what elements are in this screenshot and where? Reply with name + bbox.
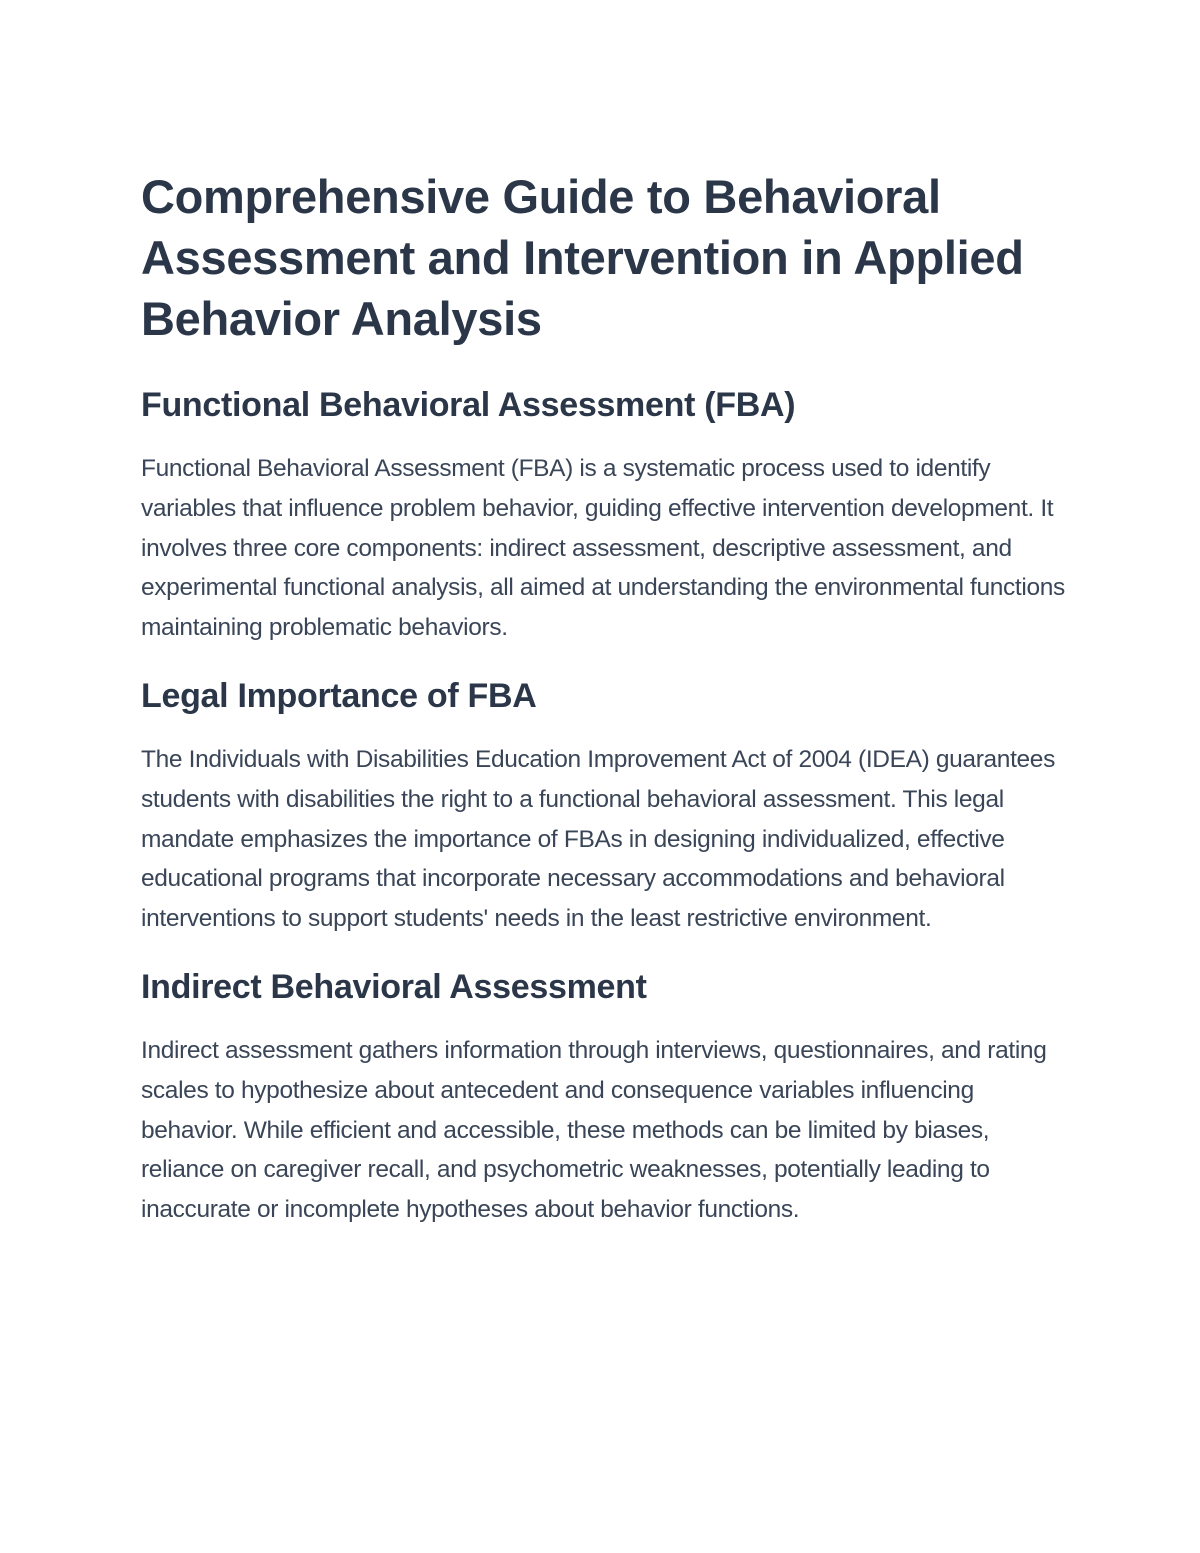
section-heading: Indirect Behavioral Assessment	[141, 967, 647, 1006]
section-legal-importance	[141, 674, 1071, 939]
document-page	[141, 166, 1071, 1230]
section-body: The Individuals with Disabilities Education Improvement Act of 2004 (IDEA) guarantees students with disabilities the right to a functional behavioral assessment. This legal mandate emphasizes the importance of FBAs in designing individualized, effective educational programs that incorporate necessary accommodations and behavioral interventions to support students' needs in the least restrictive environment.	[141, 745, 1055, 933]
section-body: Indirect assessment gathers information through interviews, questionnaires, and rating scales to hypothesize about antecedent and consequence variables influencing behavior. While efficient and accessible, these methods can be limited by biases, reliance on caregiver recall, and psychometric weaknesses, potentially leading to inaccurate or incomplete hypotheses about behavior functions.	[141, 1036, 1047, 1224]
section-heading: Legal Importance of FBA	[141, 676, 537, 715]
section-indirect-assessment	[141, 965, 1071, 1230]
section-fba	[141, 383, 1071, 648]
section-body: Functional Behavioral Assessment (FBA) is a systematic process used to identify variables that influence problem behavior, guiding effective intervention development. It involves three core components: indirect assessment, descriptive assessment, and experimental functional analysis, all aimed at understanding the environmental functions maintaining problematic behaviors.	[141, 455, 1065, 642]
document-title: Comprehensive Guide to Behavioral Assessment and Intervention in Applied Behavior Analysis	[141, 170, 1024, 345]
section-heading: Functional Behavioral Assessment (FBA)	[141, 386, 796, 424]
